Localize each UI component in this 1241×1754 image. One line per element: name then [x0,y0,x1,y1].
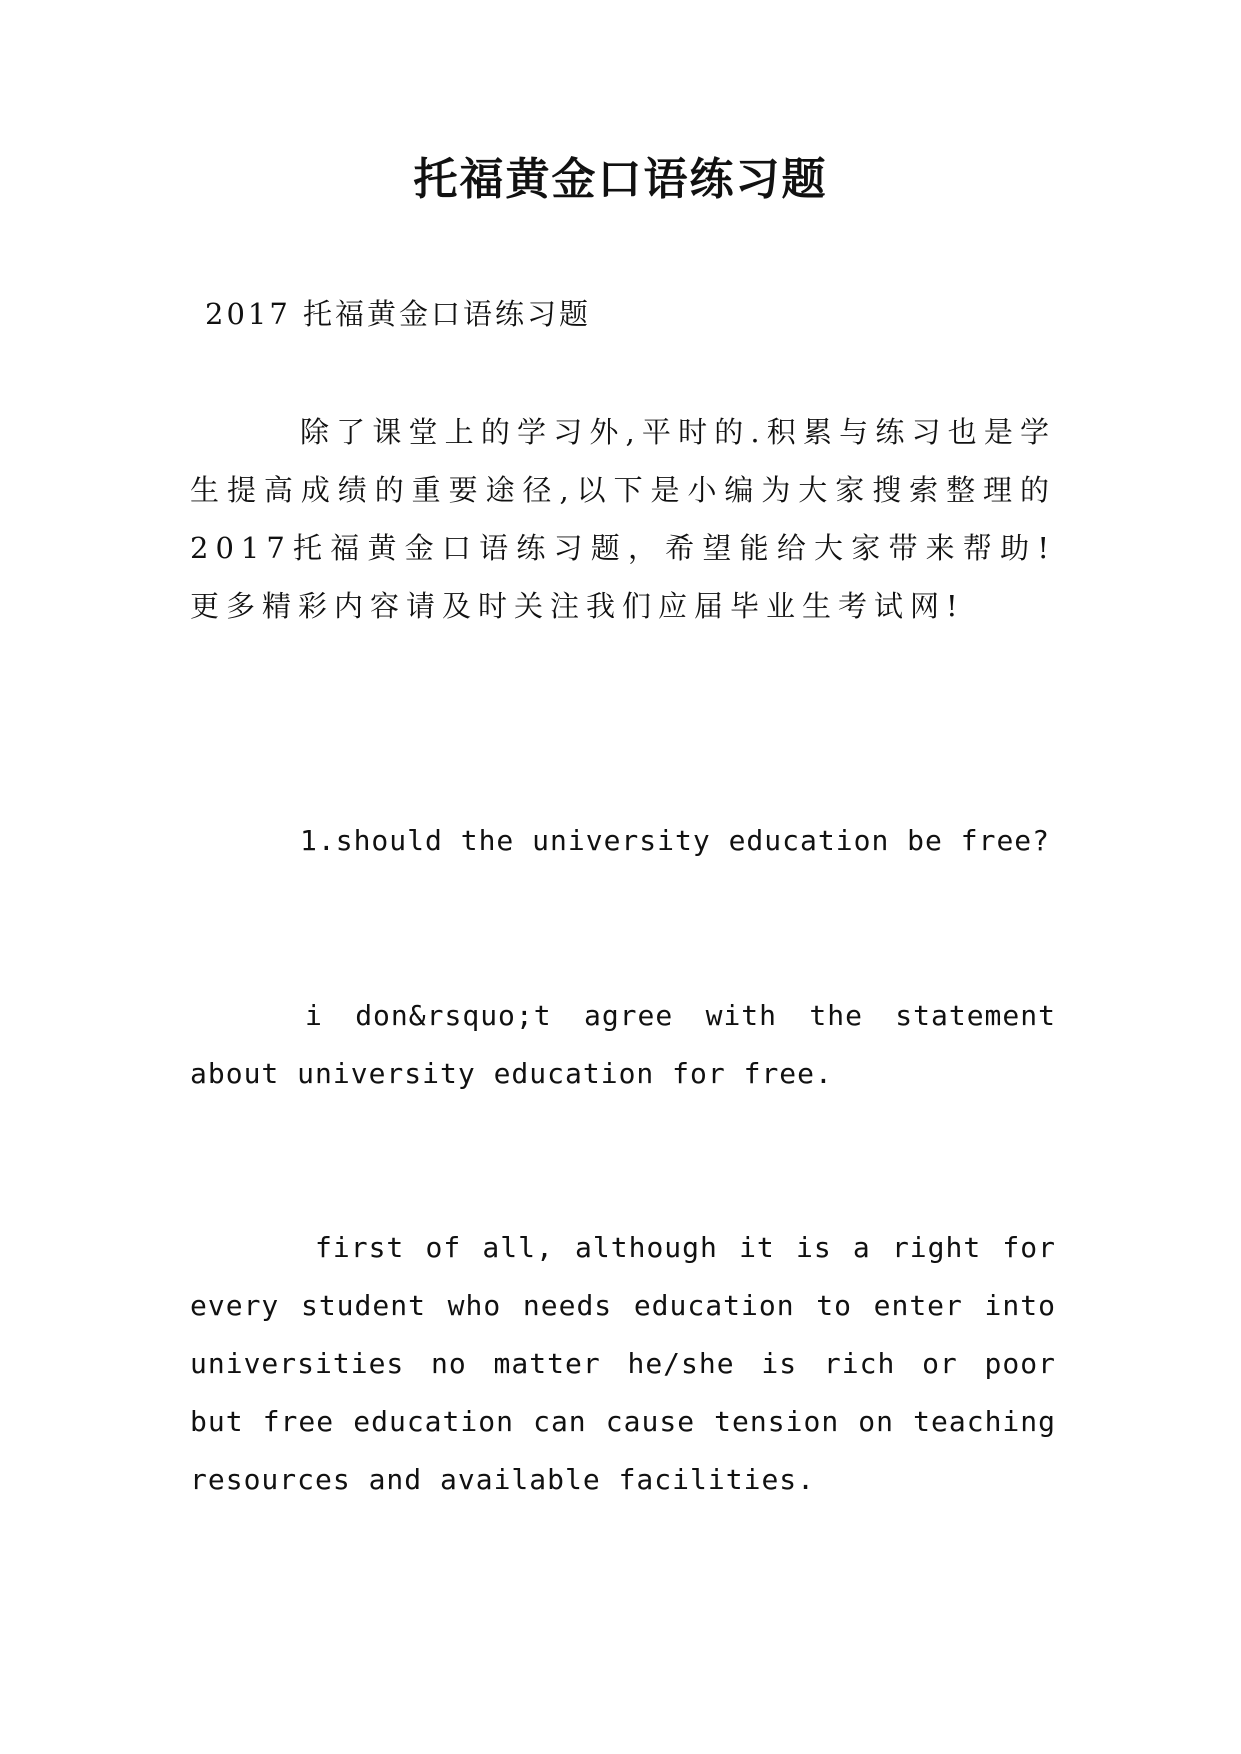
answer-1-paragraph-2: first of all, although it is a right for every student who needs education to enter into universities no matter he/she is rich or poor but free education can cause tension on teaching resources and available facilities. [190,1231,1056,1496]
intro-paragraph: 除了课堂上的学习外,平时的.积累与练习也是学生提高成绩的重要途径,以下是小编为大家搜索整理的2017托福黄金口语练习题，希望能给大家带来帮助!更多精彩内容请及时关注我们应届毕业生考试网! [190,415,1056,623]
page-title: 托福黄金口语练习题 [413,154,828,205]
answer-1-paragraph-1: i don&rsquo;t agree with the statement about university education for free. [190,999,1056,1090]
document-subtitle: 2017 托福黄金口语练习题 [205,297,592,331]
question-1: 1.should the university education be free? [300,824,1051,857]
